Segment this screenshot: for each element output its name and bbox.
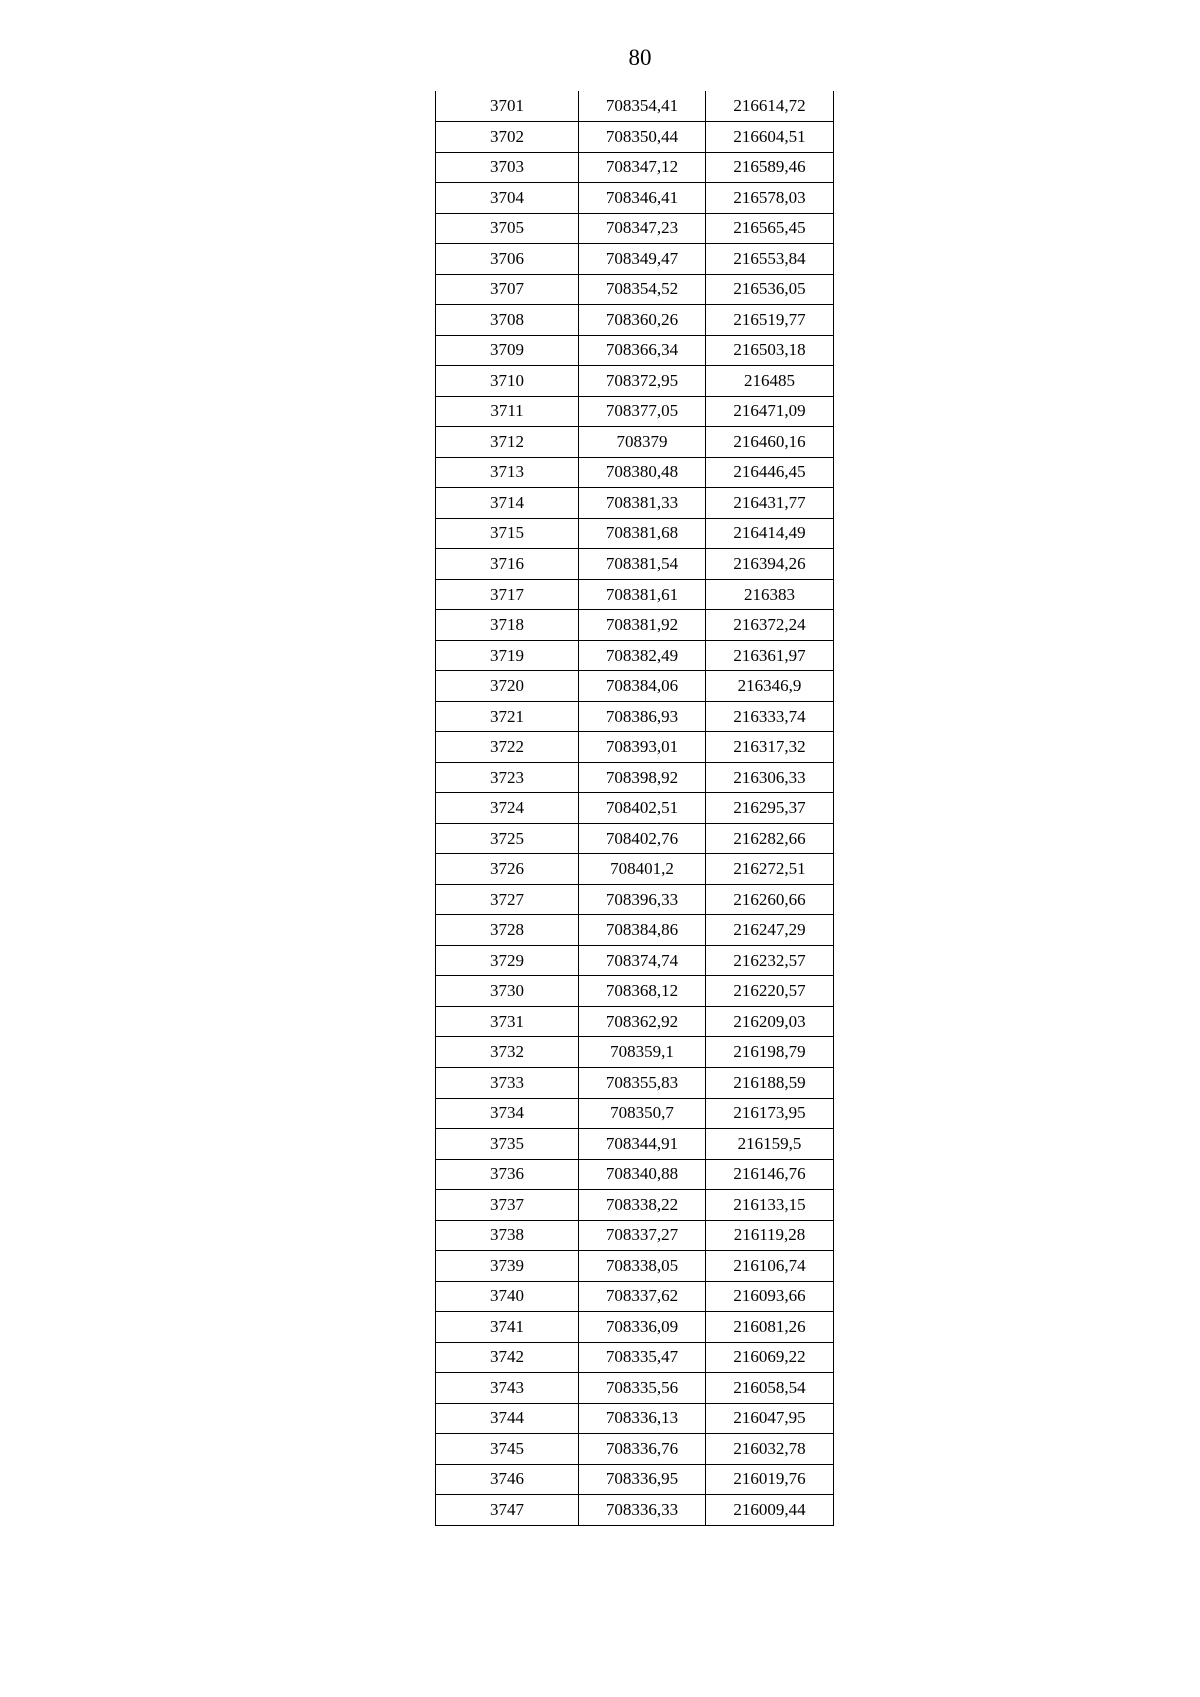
table-row (436, 823, 834, 854)
table-row (436, 1495, 834, 1526)
table-row (436, 1068, 834, 1099)
x-coordinate-cell: 708344,91 (579, 1129, 706, 1160)
y-coordinate-cell: 216553,84 (706, 244, 834, 275)
x-coordinate-cell: 708401,2 (579, 854, 706, 885)
y-coordinate-cell: 216232,57 (706, 945, 834, 976)
point-number-cell: 3745 (436, 1434, 579, 1465)
table-row (436, 1190, 834, 1221)
x-coordinate-cell: 708366,34 (579, 335, 706, 366)
y-coordinate-cell: 216146,76 (706, 1159, 834, 1190)
y-coordinate-cell: 216069,22 (706, 1342, 834, 1373)
table-row (436, 1220, 834, 1251)
y-coordinate-cell: 216188,59 (706, 1068, 834, 1099)
x-coordinate-cell: 708372,95 (579, 366, 706, 397)
point-number-cell: 3724 (436, 793, 579, 824)
table-row (436, 1098, 834, 1129)
x-coordinate-cell: 708381,68 (579, 518, 706, 549)
point-number-cell: 3736 (436, 1159, 579, 1190)
x-coordinate-cell: 708379 (579, 427, 706, 458)
y-coordinate-cell: 216093,66 (706, 1281, 834, 1312)
y-coordinate-cell: 216032,78 (706, 1434, 834, 1465)
table-row (436, 945, 834, 976)
table-row (436, 793, 834, 824)
point-number-cell: 3709 (436, 335, 579, 366)
table-row (436, 244, 834, 275)
point-number-cell: 3719 (436, 640, 579, 671)
x-coordinate-cell: 708377,05 (579, 396, 706, 427)
y-coordinate-cell: 216173,95 (706, 1098, 834, 1129)
table-row (436, 305, 834, 336)
table-row (436, 213, 834, 244)
y-coordinate-cell: 216536,05 (706, 274, 834, 305)
y-coordinate-cell: 216589,46 (706, 152, 834, 183)
table-row (436, 610, 834, 641)
x-coordinate-cell: 708381,54 (579, 549, 706, 580)
x-coordinate-cell: 708336,09 (579, 1312, 706, 1343)
x-coordinate-cell: 708362,92 (579, 1006, 706, 1037)
y-coordinate-cell: 216272,51 (706, 854, 834, 885)
point-number-cell: 3701 (436, 91, 579, 122)
point-number-cell: 3707 (436, 274, 579, 305)
x-coordinate-cell: 708335,47 (579, 1342, 706, 1373)
point-number-cell: 3711 (436, 396, 579, 427)
table-row (436, 274, 834, 305)
point-number-cell: 3730 (436, 976, 579, 1007)
point-number-cell: 3718 (436, 610, 579, 641)
table-row (436, 1006, 834, 1037)
x-coordinate-cell: 708384,06 (579, 671, 706, 702)
point-number-cell: 3705 (436, 213, 579, 244)
x-coordinate-cell: 708396,33 (579, 884, 706, 915)
table-row (436, 518, 834, 549)
y-coordinate-cell: 216058,54 (706, 1373, 834, 1404)
x-coordinate-cell: 708368,12 (579, 976, 706, 1007)
y-coordinate-cell: 216414,49 (706, 518, 834, 549)
page-number: 80 (628, 45, 652, 70)
point-number-cell: 3721 (436, 701, 579, 732)
y-coordinate-cell: 216614,72 (706, 91, 834, 122)
x-coordinate-cell: 708398,92 (579, 762, 706, 793)
x-coordinate-cell: 708381,61 (579, 579, 706, 610)
table-row (436, 335, 834, 366)
point-number-cell: 3722 (436, 732, 579, 763)
point-number-cell: 3734 (436, 1098, 579, 1129)
y-coordinate-cell: 216019,76 (706, 1464, 834, 1495)
table-row (436, 1312, 834, 1343)
y-coordinate-cell: 216460,16 (706, 427, 834, 458)
point-number-cell: 3728 (436, 915, 579, 946)
y-coordinate-cell: 216119,28 (706, 1220, 834, 1251)
table-row (436, 579, 834, 610)
y-coordinate-cell: 216565,45 (706, 213, 834, 244)
y-coordinate-cell: 216361,97 (706, 640, 834, 671)
coordinates-table (435, 91, 834, 1526)
x-coordinate-cell: 708346,41 (579, 183, 706, 214)
x-coordinate-cell: 708354,41 (579, 91, 706, 122)
y-coordinate-cell: 216081,26 (706, 1312, 834, 1343)
point-number-cell: 3703 (436, 152, 579, 183)
x-coordinate-cell: 708336,76 (579, 1434, 706, 1465)
point-number-cell: 3735 (436, 1129, 579, 1160)
x-coordinate-cell: 708340,88 (579, 1159, 706, 1190)
x-coordinate-cell: 708337,62 (579, 1281, 706, 1312)
point-number-cell: 3720 (436, 671, 579, 702)
x-coordinate-cell: 708381,92 (579, 610, 706, 641)
table-row (436, 396, 834, 427)
x-coordinate-cell: 708347,23 (579, 213, 706, 244)
table-row (436, 976, 834, 1007)
table-row (436, 1281, 834, 1312)
y-coordinate-cell: 216372,24 (706, 610, 834, 641)
y-coordinate-cell: 216295,37 (706, 793, 834, 824)
point-number-cell: 3704 (436, 183, 579, 214)
table-row (436, 640, 834, 671)
table-row (436, 91, 834, 122)
point-number-cell: 3742 (436, 1342, 579, 1373)
y-coordinate-cell: 216209,03 (706, 1006, 834, 1037)
point-number-cell: 3731 (436, 1006, 579, 1037)
y-coordinate-cell: 216306,33 (706, 762, 834, 793)
table-row (436, 427, 834, 458)
x-coordinate-cell: 708335,56 (579, 1373, 706, 1404)
table-row (436, 1373, 834, 1404)
point-number-cell: 3732 (436, 1037, 579, 1068)
point-number-cell: 3716 (436, 549, 579, 580)
point-number-cell: 3740 (436, 1281, 579, 1312)
table-row (436, 1464, 834, 1495)
point-number-cell: 3706 (436, 244, 579, 275)
y-coordinate-cell: 216317,32 (706, 732, 834, 763)
x-coordinate-cell: 708350,7 (579, 1098, 706, 1129)
y-coordinate-cell: 216519,77 (706, 305, 834, 336)
table-row (436, 457, 834, 488)
x-coordinate-cell: 708393,01 (579, 732, 706, 763)
x-coordinate-cell: 708355,83 (579, 1068, 706, 1099)
table-row (436, 1159, 834, 1190)
x-coordinate-cell: 708384,86 (579, 915, 706, 946)
table-row (436, 183, 834, 214)
point-number-cell: 3714 (436, 488, 579, 519)
x-coordinate-cell: 708354,52 (579, 274, 706, 305)
point-number-cell: 3710 (436, 366, 579, 397)
y-coordinate-cell: 216604,51 (706, 122, 834, 153)
x-coordinate-cell: 708350,44 (579, 122, 706, 153)
point-number-cell: 3702 (436, 122, 579, 153)
y-coordinate-cell: 216346,9 (706, 671, 834, 702)
y-coordinate-cell: 216431,77 (706, 488, 834, 519)
x-coordinate-cell: 708402,51 (579, 793, 706, 824)
point-number-cell: 3744 (436, 1403, 579, 1434)
y-coordinate-cell: 216220,57 (706, 976, 834, 1007)
point-number-cell: 3708 (436, 305, 579, 336)
point-number-cell: 3725 (436, 823, 579, 854)
table-row (436, 549, 834, 580)
x-coordinate-cell: 708360,26 (579, 305, 706, 336)
point-number-cell: 3729 (436, 945, 579, 976)
point-number-cell: 3741 (436, 1312, 579, 1343)
x-coordinate-cell: 708337,27 (579, 1220, 706, 1251)
table-row (436, 671, 834, 702)
x-coordinate-cell: 708382,49 (579, 640, 706, 671)
x-coordinate-cell: 708336,33 (579, 1495, 706, 1526)
y-coordinate-cell: 216247,29 (706, 915, 834, 946)
table-row (436, 1129, 834, 1160)
y-coordinate-cell: 216503,18 (706, 335, 834, 366)
table-row (436, 152, 834, 183)
point-number-cell: 3747 (436, 1495, 579, 1526)
x-coordinate-cell: 708347,12 (579, 152, 706, 183)
point-number-cell: 3717 (436, 579, 579, 610)
point-number-cell: 3713 (436, 457, 579, 488)
point-number-cell: 3733 (436, 1068, 579, 1099)
table-row (436, 366, 834, 397)
point-number-cell: 3737 (436, 1190, 579, 1221)
table-row (436, 1342, 834, 1373)
y-coordinate-cell: 216106,74 (706, 1251, 834, 1282)
coordinates-table-body (436, 91, 834, 1525)
x-coordinate-cell: 708338,05 (579, 1251, 706, 1282)
y-coordinate-cell: 216578,03 (706, 183, 834, 214)
table-row (436, 1251, 834, 1282)
y-coordinate-cell: 216260,66 (706, 884, 834, 915)
x-coordinate-cell: 708349,47 (579, 244, 706, 275)
y-coordinate-cell: 216047,95 (706, 1403, 834, 1434)
table-row (436, 1037, 834, 1068)
y-coordinate-cell: 216133,15 (706, 1190, 834, 1221)
y-coordinate-cell: 216282,66 (706, 823, 834, 854)
table-row (436, 1403, 834, 1434)
y-coordinate-cell: 216198,79 (706, 1037, 834, 1068)
table-row (436, 122, 834, 153)
point-number-cell: 3739 (436, 1251, 579, 1282)
point-number-cell: 3712 (436, 427, 579, 458)
table-row (436, 488, 834, 519)
point-number-cell: 3726 (436, 854, 579, 885)
table-row (436, 884, 834, 915)
point-number-cell: 3723 (436, 762, 579, 793)
x-coordinate-cell: 708338,22 (579, 1190, 706, 1221)
point-number-cell: 3738 (436, 1220, 579, 1251)
x-coordinate-cell: 708336,95 (579, 1464, 706, 1495)
x-coordinate-cell: 708336,13 (579, 1403, 706, 1434)
x-coordinate-cell: 708359,1 (579, 1037, 706, 1068)
table-row (436, 732, 834, 763)
table-row (436, 1434, 834, 1465)
point-number-cell: 3743 (436, 1373, 579, 1404)
table-row (436, 701, 834, 732)
x-coordinate-cell: 708386,93 (579, 701, 706, 732)
x-coordinate-cell: 708380,48 (579, 457, 706, 488)
x-coordinate-cell: 708402,76 (579, 823, 706, 854)
x-coordinate-cell: 708374,74 (579, 945, 706, 976)
y-coordinate-cell: 216383 (706, 579, 834, 610)
y-coordinate-cell: 216471,09 (706, 396, 834, 427)
y-coordinate-cell: 216446,45 (706, 457, 834, 488)
x-coordinate-cell: 708381,33 (579, 488, 706, 519)
point-number-cell: 3727 (436, 884, 579, 915)
y-coordinate-cell: 216159,5 (706, 1129, 834, 1160)
point-number-cell: 3715 (436, 518, 579, 549)
y-coordinate-cell: 216394,26 (706, 549, 834, 580)
table-row (436, 762, 834, 793)
table-row (436, 915, 834, 946)
y-coordinate-cell: 216333,74 (706, 701, 834, 732)
y-coordinate-cell: 216009,44 (706, 1495, 834, 1526)
y-coordinate-cell: 216485 (706, 366, 834, 397)
point-number-cell: 3746 (436, 1464, 579, 1495)
table-row (436, 854, 834, 885)
